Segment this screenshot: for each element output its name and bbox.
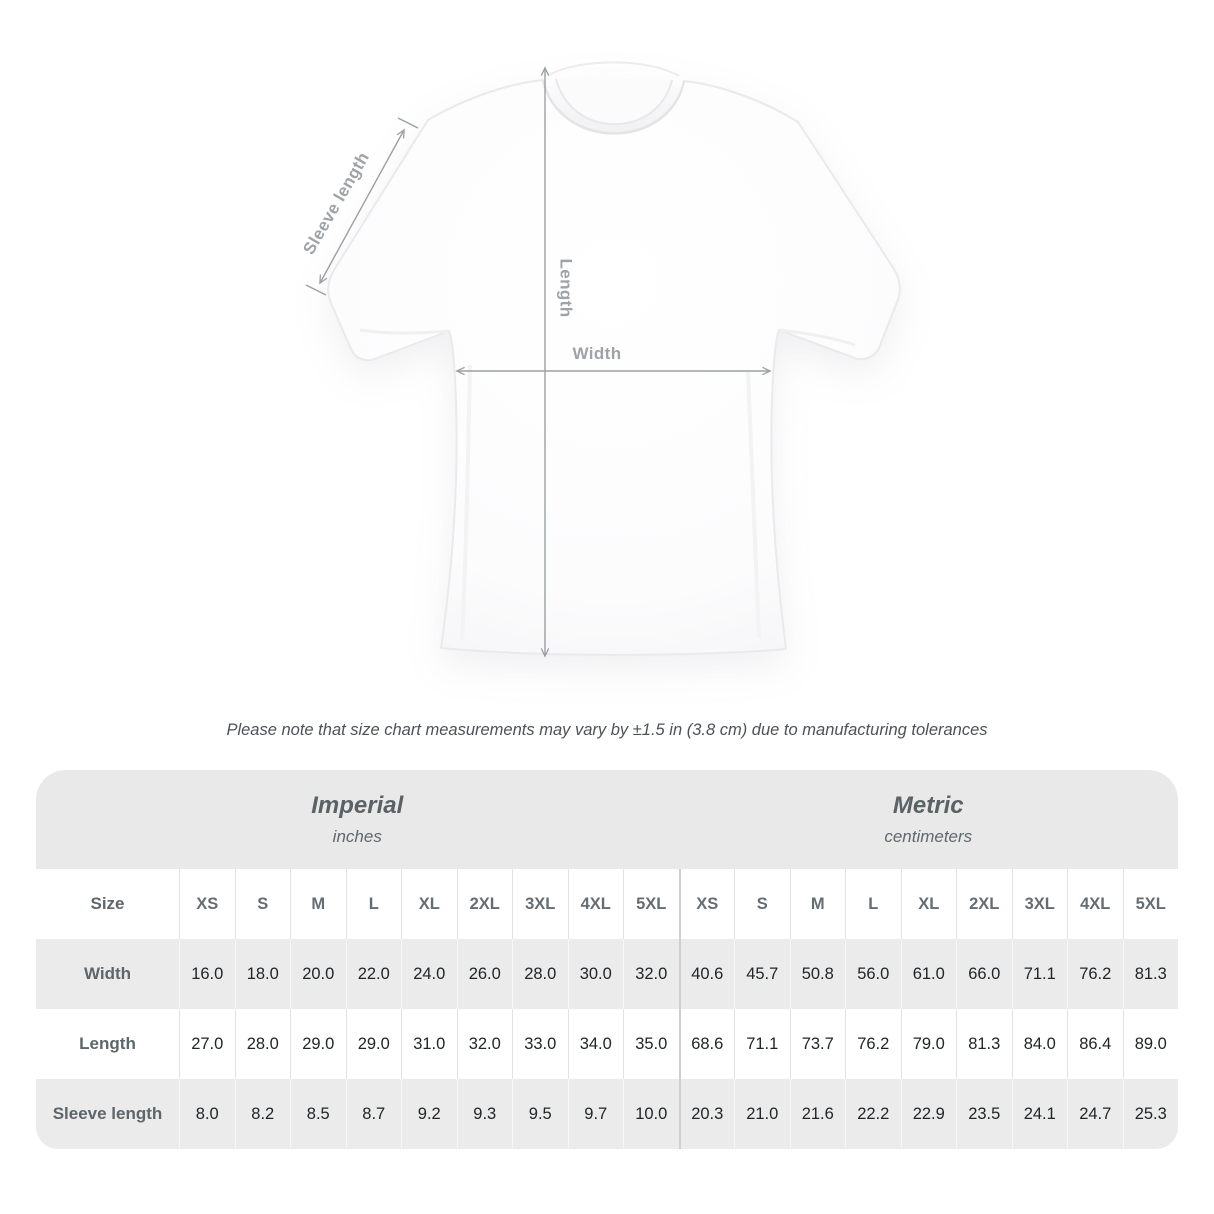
- measurement-cell-metric: 21.6: [790, 1079, 846, 1149]
- size-header-imperial: XL: [401, 869, 457, 939]
- size-header-imperial: 3XL: [512, 869, 568, 939]
- measurement-cell-metric: 76.2: [1067, 939, 1123, 1009]
- section-subtitle: centimeters: [884, 827, 973, 846]
- measurement-cell-metric: 22.2: [845, 1079, 901, 1149]
- size-header-metric: L: [845, 869, 901, 939]
- measurement-cell-imperial: 20.0: [290, 939, 346, 1009]
- measurement-cell-imperial: 34.0: [568, 1009, 624, 1079]
- measurement-cell-metric: 22.9: [901, 1079, 957, 1149]
- measurement-cell-imperial: 35.0: [623, 1009, 679, 1079]
- measurement-cell-metric: 66.0: [956, 939, 1012, 1009]
- measurement-cell-metric: 86.4: [1067, 1009, 1123, 1079]
- size-header-metric: 5XL: [1123, 869, 1179, 939]
- size-chart: [36, 770, 1178, 1149]
- measurement-cell-metric: 81.3: [956, 1009, 1012, 1079]
- section-header-row: [36, 770, 1178, 869]
- sleeve-arrow-end-tick: [398, 118, 418, 128]
- measurement-cell-metric: 76.2: [845, 1009, 901, 1079]
- size-header-metric: S: [734, 869, 790, 939]
- imperial-section-header: [36, 770, 679, 869]
- measurement-cell-metric: 71.1: [1012, 939, 1068, 1009]
- measurement-cell-imperial: 29.0: [346, 1009, 402, 1079]
- length-label: Length: [556, 258, 576, 318]
- measurement-cell-metric: 45.7: [734, 939, 790, 1009]
- measurement-cell-metric: 24.7: [1067, 1079, 1123, 1149]
- measurement-cell-metric: 56.0: [845, 939, 901, 1009]
- row-label: Sleeve length: [36, 1079, 179, 1149]
- size-header-metric: 3XL: [1012, 869, 1068, 939]
- measurement-cell-imperial: 26.0: [457, 939, 513, 1009]
- metric-section-header: [679, 770, 1179, 869]
- size-header-imperial: S: [235, 869, 291, 939]
- measurement-cell-imperial: 28.0: [235, 1009, 291, 1079]
- row-label: Length: [36, 1009, 179, 1079]
- width-label: Width: [572, 344, 622, 363]
- measurement-row: [36, 939, 1178, 1009]
- size-header-imperial: L: [346, 869, 402, 939]
- measurement-cell-metric: 24.1: [1012, 1079, 1068, 1149]
- section-title: Imperial: [311, 792, 404, 819]
- row-label: Width: [36, 939, 179, 1009]
- measurement-row: [36, 1009, 1178, 1079]
- measurement-cell-metric: 20.3: [679, 1079, 735, 1149]
- size-header-imperial: 2XL: [457, 869, 513, 939]
- size-header-metric: 4XL: [1067, 869, 1123, 939]
- size-header-imperial: 4XL: [568, 869, 624, 939]
- measurement-cell-imperial: 24.0: [401, 939, 457, 1009]
- section-title: Metric: [892, 792, 964, 819]
- table-head: [36, 770, 1178, 939]
- measurement-cell-metric: 81.3: [1123, 939, 1179, 1009]
- measurement-cell-imperial: 32.0: [623, 939, 679, 1009]
- tshirt-body: [328, 80, 900, 655]
- measurement-cell-imperial: 8.0: [179, 1079, 235, 1149]
- measurement-cell-imperial: 9.3: [457, 1079, 513, 1149]
- measurement-row: [36, 1079, 1178, 1149]
- sleeve-length-label: Sleeve length: [299, 148, 374, 258]
- size-chart-table: [36, 770, 1178, 1149]
- measurement-cell-imperial: 8.5: [290, 1079, 346, 1149]
- section-subtitle: inches: [332, 827, 382, 846]
- measurement-cell-imperial: 30.0: [568, 939, 624, 1009]
- tolerance-note: Please note that size chart measurements may vary by ±1.5 in (3.8 cm) due to manufacturing tolerances: [226, 721, 988, 739]
- measurement-cell-metric: 23.5: [956, 1079, 1012, 1149]
- measurement-cell-imperial: 27.0: [179, 1009, 235, 1079]
- size-header-metric: XS: [679, 869, 735, 939]
- measurement-cell-imperial: 9.7: [568, 1079, 624, 1149]
- size-header-metric: 2XL: [956, 869, 1012, 939]
- size-header-metric: M: [790, 869, 846, 939]
- measurement-cell-imperial: 8.2: [235, 1079, 291, 1149]
- measurement-cell-metric: 73.7: [790, 1009, 846, 1079]
- measurement-cell-metric: 50.8: [790, 939, 846, 1009]
- measurement-cell-imperial: 9.2: [401, 1079, 457, 1149]
- size-header-imperial: 5XL: [623, 869, 679, 939]
- measurement-cell-imperial: 31.0: [401, 1009, 457, 1079]
- measurement-cell-metric: 79.0: [901, 1009, 957, 1079]
- measurement-cell-imperial: 32.0: [457, 1009, 513, 1079]
- table-body: [36, 939, 1178, 1149]
- size-column-header: Size: [36, 869, 179, 939]
- measurement-cell-metric: 21.0: [734, 1079, 790, 1149]
- size-header-metric: XL: [901, 869, 957, 939]
- collar-inner: [556, 79, 672, 124]
- measurement-cell-imperial: 16.0: [179, 939, 235, 1009]
- size-header-imperial: M: [290, 869, 346, 939]
- measurement-cell-metric: 89.0: [1123, 1009, 1179, 1079]
- sleeve-arrow-end-tick: [306, 285, 326, 295]
- measurement-cell-imperial: 33.0: [512, 1009, 568, 1079]
- size-header-imperial: XS: [179, 869, 235, 939]
- measurement-cell-metric: 40.6: [679, 939, 735, 1009]
- size-header-row: [36, 869, 1178, 939]
- measurement-cell-metric: 25.3: [1123, 1079, 1179, 1149]
- measurement-cell-imperial: 8.7: [346, 1079, 402, 1149]
- measurement-cell-metric: 71.1: [734, 1009, 790, 1079]
- measurement-cell-imperial: 28.0: [512, 939, 568, 1009]
- measurement-cell-imperial: 10.0: [623, 1079, 679, 1149]
- measurement-cell-imperial: 29.0: [290, 1009, 346, 1079]
- measurement-cell-imperial: 18.0: [235, 939, 291, 1009]
- measurement-cell-metric: 68.6: [679, 1009, 735, 1079]
- measurement-cell-imperial: 22.0: [346, 939, 402, 1009]
- collar-back: [549, 62, 679, 76]
- measurement-cell-metric: 84.0: [1012, 1009, 1068, 1079]
- measurement-cell-imperial: 9.5: [512, 1079, 568, 1149]
- measurement-cell-metric: 61.0: [901, 939, 957, 1009]
